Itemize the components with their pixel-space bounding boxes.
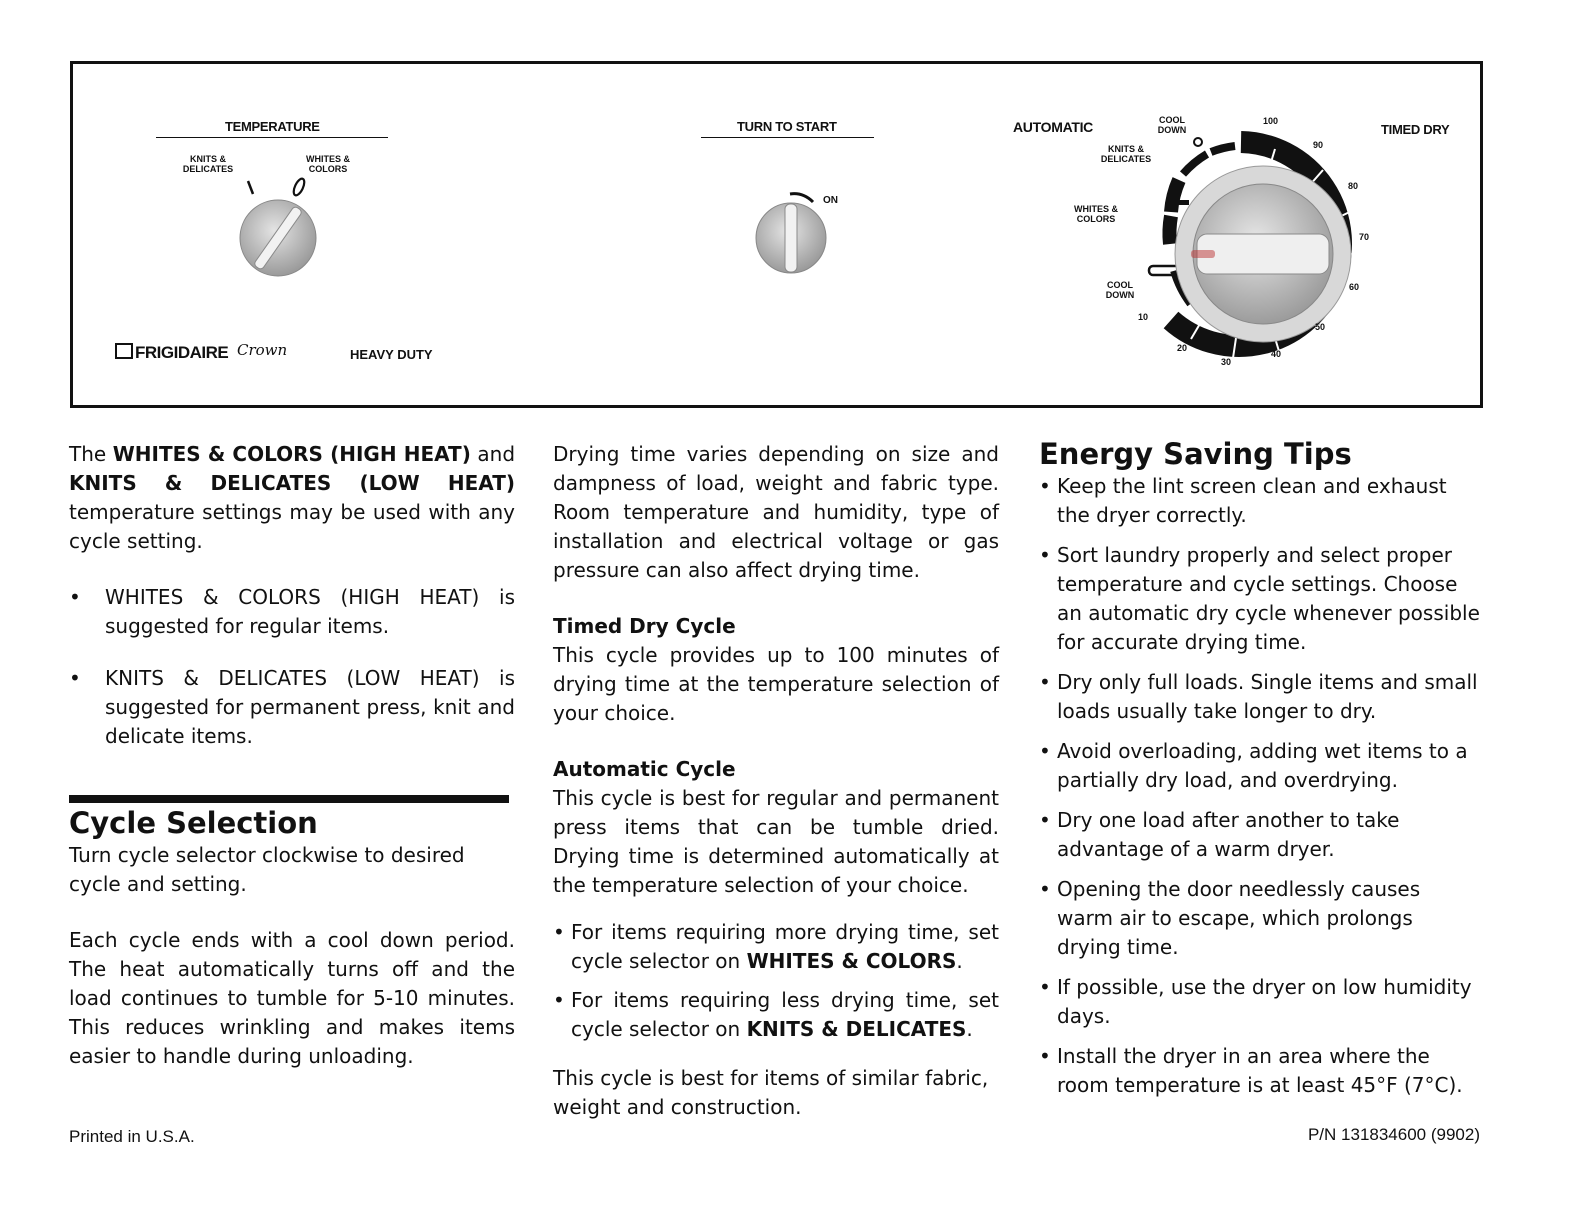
column-energy-tips [1039, 436, 1482, 1100]
crown-series-logo: Crown [237, 341, 288, 359]
minute-100: 100 [1263, 116, 1279, 126]
minute-40: 40 [1271, 349, 1282, 359]
automatic-cycle-paragraph: This cycle is best for regular and permanent press items that can be tumble dried. Drying time is determined automatically at the temperature selection of your choice. [553, 786, 999, 897]
list-item: • If possible, use the dryer on low humidity days. [1039, 975, 1472, 1028]
temperature-rule [156, 137, 388, 138]
temp-knits-label: KNITS & DELICATES [182, 154, 234, 174]
list-item: • Install the dryer in an area where the room temperature is at least 45°F (7°C). [1039, 1044, 1463, 1097]
minute-50: 50 [1315, 322, 1326, 332]
heavy-duty-label: HEAVY DUTY [350, 347, 433, 362]
minute-70: 70 [1359, 232, 1370, 242]
list-item: • For items requiring less drying time, set cycle selector on KNITS & DELICATES. [553, 988, 999, 1041]
list-item: • Keep the lint screen clean and exhaust the dryer correctly. [1039, 474, 1447, 527]
minute-10: 10 [1138, 312, 1149, 322]
automatic-cycle-heading: Automatic Cycle [553, 757, 736, 781]
cycle-selection-p1: Turn cycle selector clockwise to desired cycle and setting. [69, 843, 465, 896]
minute-30: 30 [1221, 357, 1232, 367]
drying-time-paragraph: Drying time varies depending on size and dampness of load, weight and fabric type. Room temperature and humidity, type of installation and electrical voltage or gas pressure can also affect drying time. [553, 442, 999, 582]
list-item: • WHITES & COLORS (HIGH HEAT) is suggested for regular items. [69, 585, 515, 638]
timed-dry-paragraph: This cycle provides up to 100 minutes of drying time at the temperature selection of your choice. [553, 643, 999, 725]
cycle-selection-heading: Cycle Selection [69, 806, 318, 840]
frigidaire-logo-icon [115, 343, 133, 359]
on-label: ON [823, 195, 838, 206]
cycle-selection-p2: Each cycle ends with a cool down period. The heat automatically turns off and the load continues to tumble for 5-10 minutes. This reduces wrinkling and makes items easier to handle during unloading. [69, 928, 515, 1068]
automatic-cycle-note: This cycle is best for items of similar fabric, weight and construction. [553, 1066, 989, 1119]
column-temperature [69, 440, 515, 1071]
minute-90: 90 [1313, 140, 1324, 150]
list-item: • Dry only full loads. Single items and small loads usually take longer to dry. [1039, 670, 1478, 723]
start-rule [701, 137, 874, 138]
on-arrow-icon [790, 194, 813, 202]
list-item: • Dry one load after another to take advantage of a warm dryer. [1039, 808, 1400, 861]
part-number: P/N 131834600 (9902) [1307, 1125, 1480, 1144]
cool-down-top-label: COOL DOWN [1157, 115, 1187, 135]
minute-80: 80 [1348, 181, 1359, 191]
list-item: • Sort laundry properly and select proper temperature and cycle settings. Choose an automatic dry cycle whenever possible for accurate drying time. [1039, 543, 1480, 654]
cool-down-bottom-label: COOL DOWN [1105, 280, 1135, 300]
control-panel [70, 61, 1483, 408]
dial-whites-label: WHITES & COLORS [1074, 204, 1118, 224]
temp-whites-label: WHITES & COLORS [306, 154, 350, 174]
automatic-arc [1211, 146, 1235, 152]
start-knob[interactable] [743, 174, 853, 284]
temperature-intro: The WHITES & COLORS (HIGH HEAT) and KNITS & DELICATES (LOW HEAT) temperature settings may be used with any cycle setting. [69, 442, 516, 553]
cycle-selector-dial[interactable] [1073, 94, 1393, 394]
timed-dry-label: TIMED DRY [1381, 122, 1450, 137]
timed-dry-heading: Timed Dry Cycle [553, 614, 736, 638]
list-item: • KNITS & DELICATES (LOW HEAT) is suggested for permanent press, knit and delicate items. [69, 666, 515, 748]
whites-marker-icon [292, 177, 307, 197]
temperature-title: TEMPERATURE [225, 119, 320, 134]
brand-logo: FRIGIDAIRE [115, 343, 228, 363]
knits-marker-icon [248, 181, 253, 194]
energy-tips-heading: Energy Saving Tips [1039, 437, 1352, 471]
start-title: TURN TO START [737, 119, 837, 134]
list-item: • Opening the door needlessly causes warm air to escape, which prolongs drying time. [1039, 877, 1421, 959]
dial-knits-label: KNITS & DELICATES [1100, 144, 1152, 164]
list-item: • For items requiring more drying time, set cycle selector on WHITES & COLORS. [553, 920, 999, 973]
minute-60: 60 [1349, 282, 1360, 292]
list-item: • Avoid overloading, adding wet items to a partially dry load, and overdrying. [1039, 739, 1468, 792]
temperature-knob[interactable] [223, 174, 333, 284]
automatic-label: AUTOMATIC [1013, 119, 1093, 135]
printed-in-label: Printed in U.S.A. [69, 1127, 195, 1146]
column-drying-time [553, 440, 999, 1122]
minute-20: 20 [1177, 343, 1188, 353]
section-divider [69, 795, 509, 803]
